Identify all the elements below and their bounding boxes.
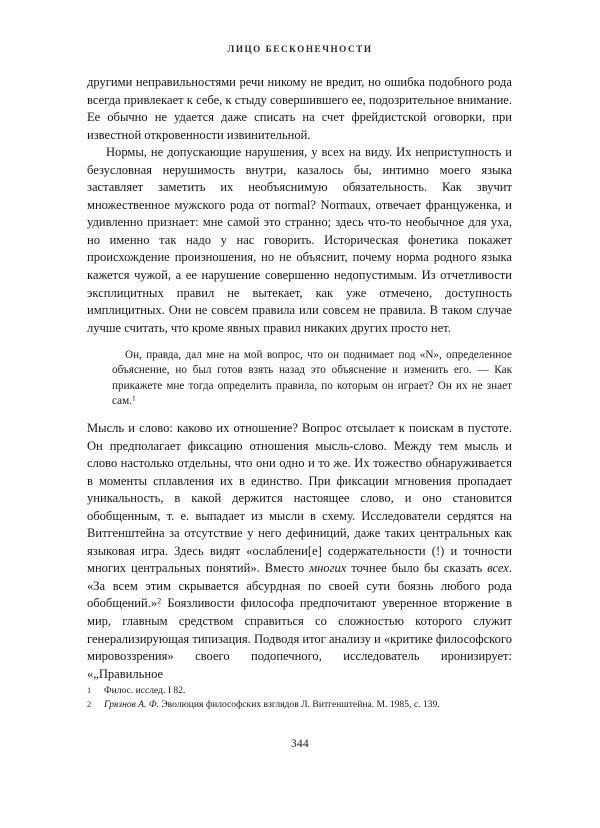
blockquote-text [112,348,512,409]
footnote-ref-2[interactable]: 2 [157,596,162,606]
par3-segment-2: точнее было бы сказать [346,561,488,576]
footnote-author: Грязнов А. Ф. [104,699,159,711]
main-text-column [87,74,512,683]
paragraph-norms: Нормы, не допускающие нарушения, у всех на виду. Их неприступность и безусловная нерушимость внутри, казалось бы, интимно моего языка заставляет заметить их необъяснимую обязательность. Как звучит множественное мужского рода от normal? Normaux, отвечает француженка, и удивленно признает: мне самой это странно; здесь что-то необычное для уха, но именно так надо у нас говорить. Историческая фонетика покажет происхождение произношения, но не объяснит, почему норма родного языка кажется чужой, а ее нарушение совершенно недопустимым. Из отчетливости эксплицитных правил не вытекает, как уже отмечено, доступность имплицитных. Они не совсем правила или совсем не правила. В таком случае лучше считать, что кроме явных правил никаких других просто нет. [87,145,512,335]
footnote-citation: Эволюция философских взглядов Л. Витгенштейна. М. 1985, с. 139. [158,699,440,711]
page-number: 344 [291,738,309,750]
footnote-text [104,698,512,712]
blockquote-wittgenstein [112,348,512,409]
par3-segment-1: Мысль и слово: каково их отношение? Вопрос отсылает к поискам в пустоте. Он предполагает фиксацию отношения мысль-слово. Между тем мысль и слово настолько отдельны, что они одно и то же. Их тожество обнаруживается в моменты сплавления их в единство. При фиксации мгновения пропадает уникальность, в какой держится настоящее слово, и оно становится обобщенным, т. е. выпадает из мысли в схему. Исследователи сердятся на Витгенштейна за отсутствие у него дефиниций, даже таких центральных как языковая игра. Здесь видят «ослаблени[е] содержательности (!) и точности многих центральных понятий». Вместо [87,421,512,576]
footnote-number: 2 [87,700,92,710]
footnote-item-1 [87,684,512,698]
blockquote-body: Он, правда, дал мне на мой вопрос, что он поднимает под «N», определенное объяснение, но был готов взять назад это объяснение и изменить его. — Как прикажете мне тогда определить правила, по которым он играет? Он их не знает сам. [112,349,512,407]
par3-segment-4: Боязливости философа предпочитают уверенное вторжение в мир, главным средством справиться со сложностью которого служит генерализирующая типизация. Подводя итог анализу и «критике философского мировоззрения» своего подопечного, исследователь иронизирует: «„Правильное [87,596,512,681]
paragraph-continuation: другими неправильностями речи никому не вредит, но ошибка подобного рода всегда привлекает к себе, к стыду совершившего ее, подозрительное внимание. Ее обычно не удается даже списать на счет фрейдистской оговорки, при известной откровенности извинительной. [87,75,512,142]
footnote-number: 1 [87,686,92,695]
par3-italic-vseh: всех [487,561,509,576]
footnote-text: Филос. исслед. I 82. [104,685,186,696]
par3-segment-3: . «За всем этим скрывается абсурдная по своей сути боязнь любого рода обобщений.» [87,561,512,611]
running-head: ЛИЦО БЕСКОНЕЧНОСТИ [227,44,373,54]
par3-italic-mnogih: многих [309,561,347,576]
footnotes-block [87,684,512,712]
footnote-item-2 [87,698,512,712]
footnote-ref-1[interactable]: 1 [131,393,136,403]
paragraph-thought-and-word [87,420,512,683]
